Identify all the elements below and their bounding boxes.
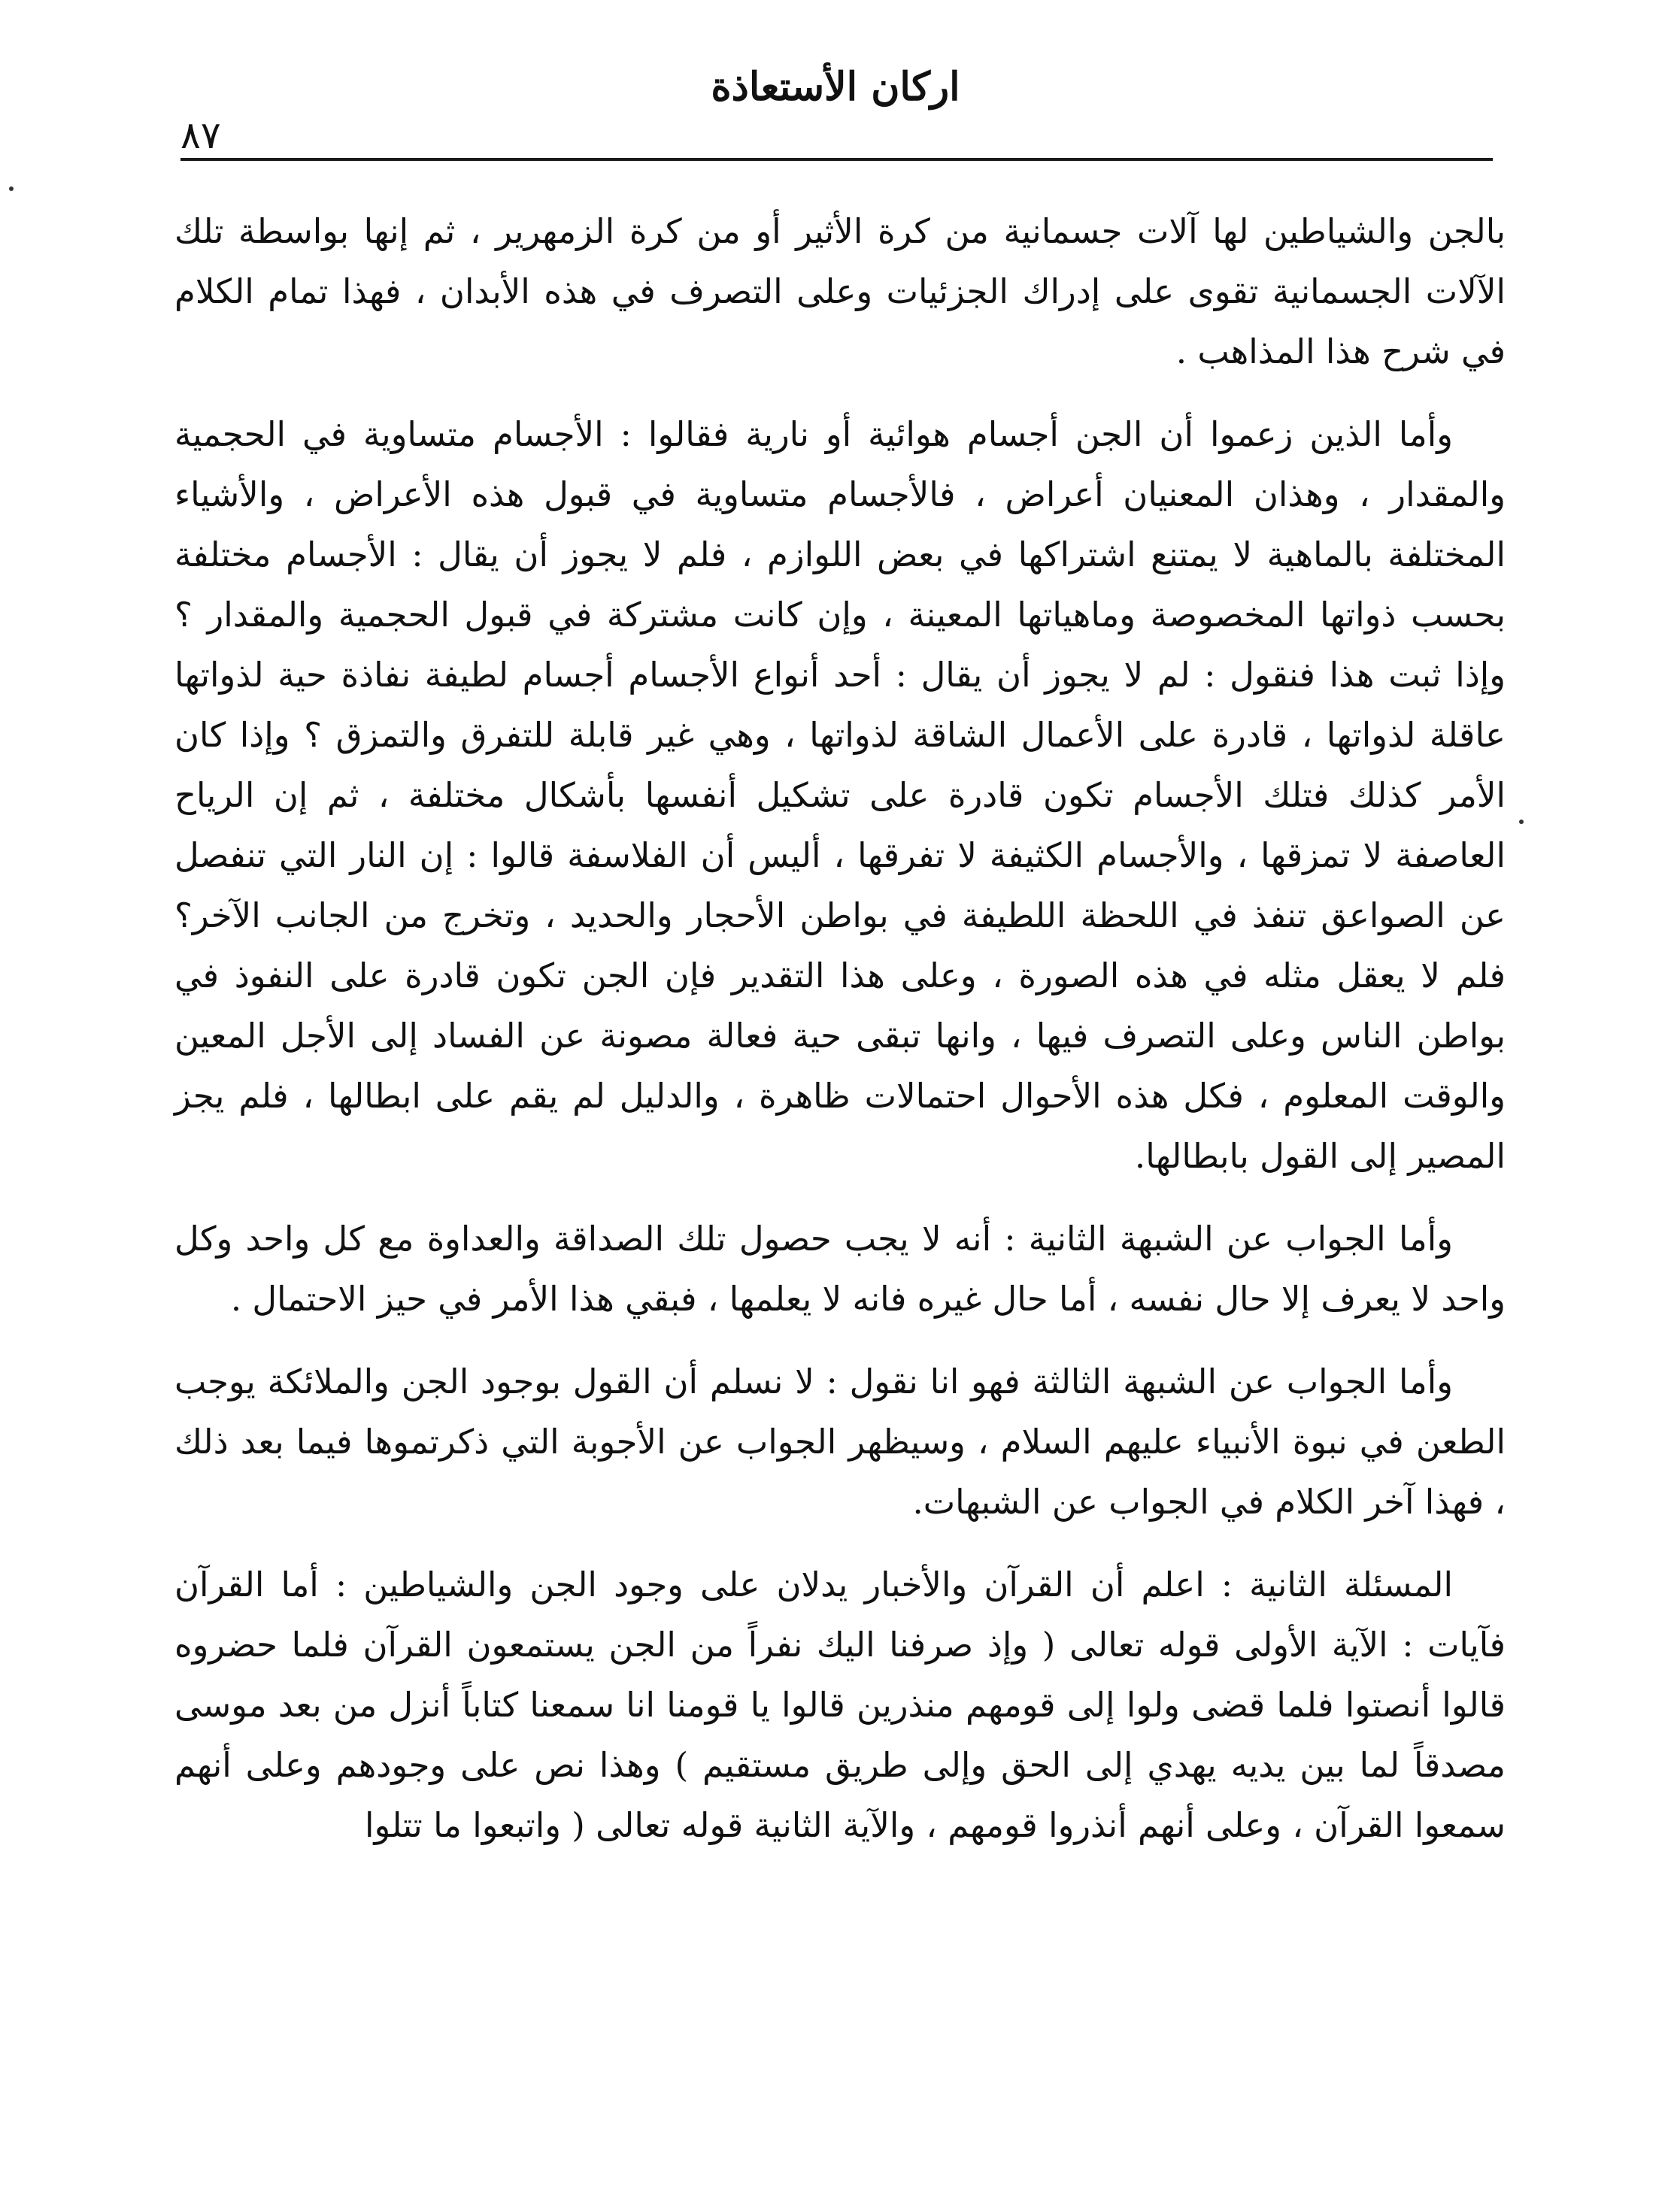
- body-text: [174, 202, 1506, 1878]
- header-rule: [180, 158, 1493, 161]
- paragraph-3: وأما الجواب عن الشبهة الثانية : أنه لا يجب حصول تلك الصداقة والعداوة مع كل واحد وكل واحد لا يعرف إلا حال نفسه ، أما حال غيره فانه لا يعلمها ، فبقي هذا الأمر في حيز الاحتمال .: [174, 1219, 1506, 1319]
- paragraph-1: بالجن والشياطين لها آلات جسمانية من كرة الأثير أو من كرة الزمهرير ، ثم إنها بواسطة تلك الآلات الجسمانية تقوى على إدراك الجزئيات وعلى التصرف في هذه الأبدان ، فهذا تمام الكلام في شرح هذا المذاهب .: [174, 211, 1506, 371]
- page-number: ٨٧: [180, 114, 221, 157]
- running-title: اركان الأستعاذة: [711, 64, 960, 110]
- paragraph-2: وأما الذين زعموا أن الجن أجسام هوائية أو نارية فقالوا : الأجسام متساوية في الحجمية والمقدار ، وهذان المعنيان أعراض ، فالأجسام متساوية في قبول هذه الأعراض ، والأشياء المختلفة بالماهية لا يمتنع اشتراكها في بعض اللوازم ، فلم لا يجوز أن يقال : الأجسام مختلفة بحسب ذواتها المخصوصة وماهياتها المعينة ، وإن كانت مشتركة في قبول الحجمية والمقدار ؟ وإذا ثبت هذا فنقول : لم لا يجوز أن يقال : أحد أنواع الأجسام أجسام لطيفة نفاذة حية لذواتها عاقلة لذواتها ، قادرة على الأعمال الشاقة لذواتها ، وهي غير قابلة للتفرق والتمزق ؟ وإذا كان الأمر كذلك فتلك الأجسام تكون قادرة على تشكيل أنفسها بأشكال مختلفة ، ثم إن الرياح العاصفة لا تمزقها ، والأجسام الكثيفة لا تفرقها ، أليس أن الفلاسفة قالوا : إن النار التي تنفصل عن الصواعق تنفذ في اللحظة اللطيفة في بواطن الأحجار والحديد ، وتخرج من الجانب الآخر؟ فلم لا يعقل مثله في هذه الصورة ، وعلى هذا التقدير فإن الجن تكون قادرة على النفوذ في بواطن الناس وعلى التصرف فيها ، وانها تبقى حية فعالة مصونة عن الفساد إلى الأجل المعين والوقت المعلوم ، فكل هذه الأحوال احتمالات ظاهرة ، والدليل لم يقم على ابطالها ، فلم يجز المصير إلى القول بابطالها.: [174, 414, 1506, 1176]
- paragraph-5: المسئلة الثانية : اعلم أن القرآن والأخبار يدلان على وجود الجن والشياطين : أما القرآن فآيات : الآية الأولى قوله تعالى ( وإذ صرفنا اليك نفراً من الجن يستمعون القرآن فلما حضروه قالوا أنصتوا فلما قضى ولوا إلى قومهم منذرين قالوا يا قومنا انا سمعنا كتاباً أنزل من بعد موسى مصدقاً لما بين يديه يهدي إلى الحق وإلى طريق مستقيم ) وهذا نص على وجودهم وعلى أنهم سمعوا القرآن ، وعلى أنهم أنذروا قومهم ، والآية الثانية قوله تعالى ( واتبعوا ما تتلوا: [174, 1565, 1506, 1845]
- scan-speck: [1519, 820, 1524, 824]
- paragraph-4: وأما الجواب عن الشبهة الثالثة فهو انا نقول : لا نسلم أن القول بوجود الجن والملائكة يوجب الطعن في نبوة الأنبياء عليهم السلام ، وسيظهر الجواب عن الأجوبة التي ذكرتموها فيما بعد ذلك ، فهذا آخر الكلام في الجواب عن الشبهات.: [174, 1362, 1506, 1522]
- scan-speck: [9, 186, 14, 191]
